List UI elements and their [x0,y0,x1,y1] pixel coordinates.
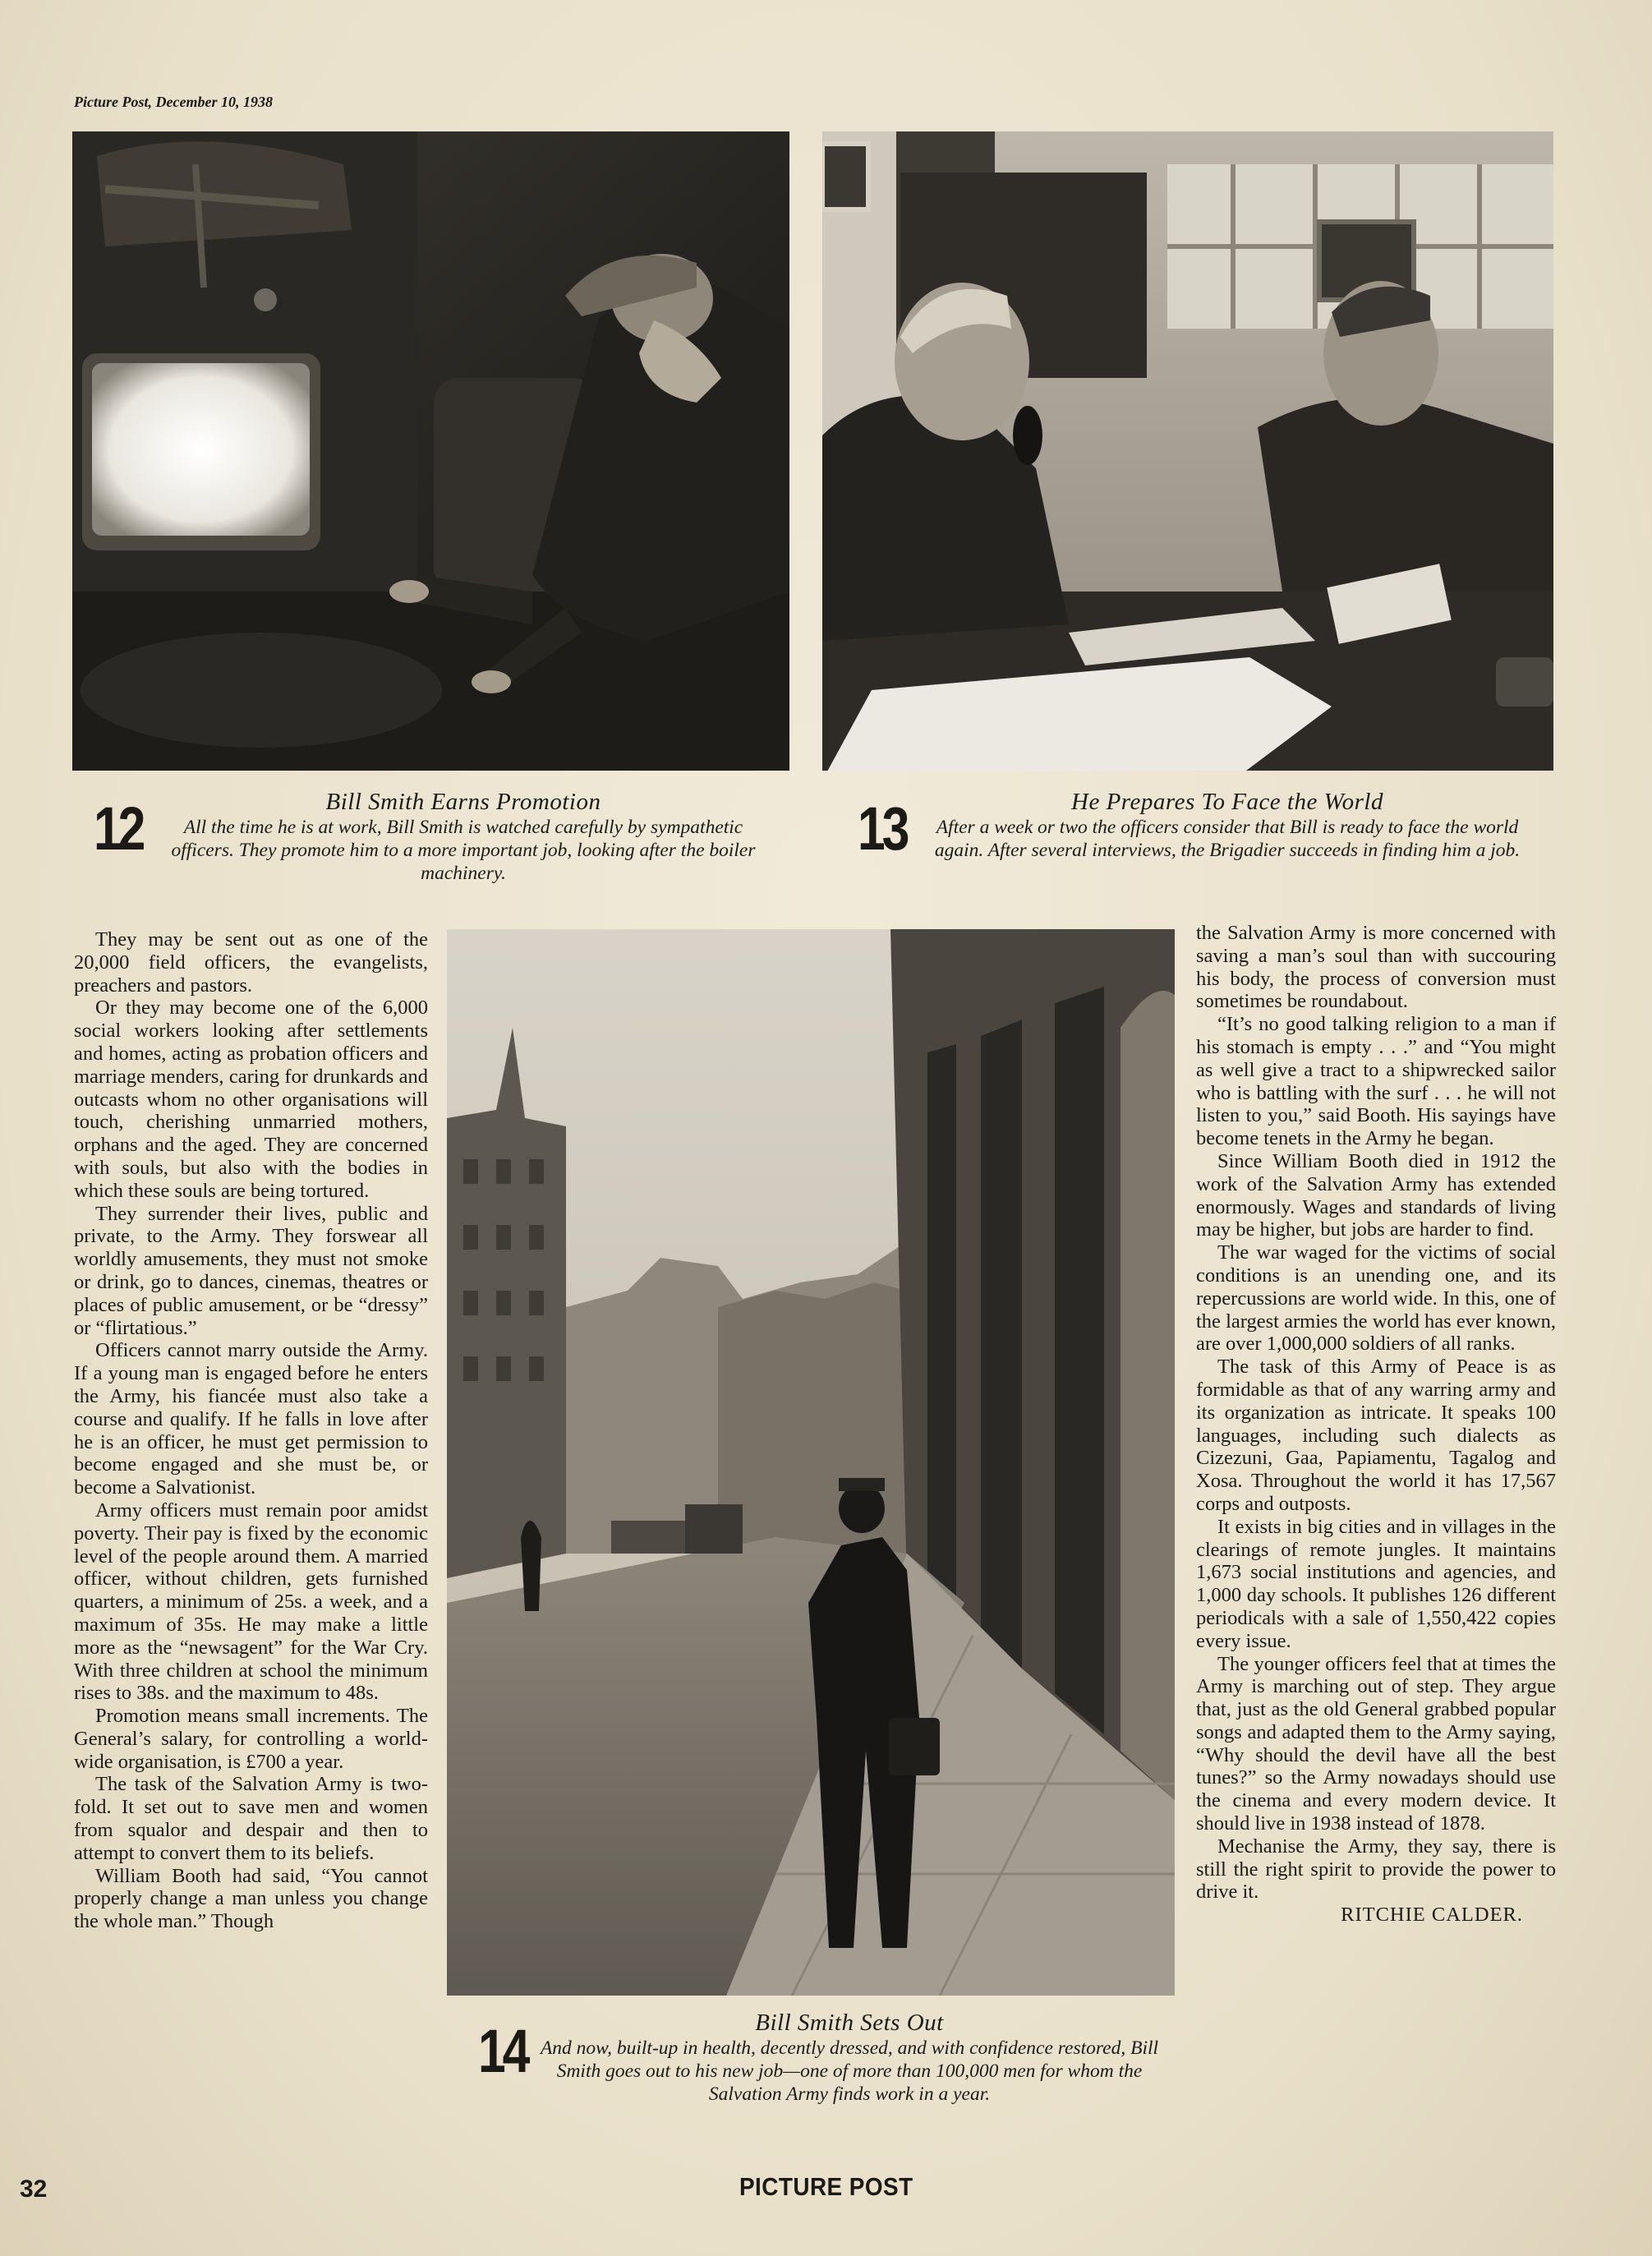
article-paragraph: “It’s no good talking religion to a man if his stomach is empty . . .” and “You might as well give a tract to a shipwrecked sailor who is battling with the surf . . . he will not listen to you,” said Booth. His sayings have become tenets in the Army he began. [1196,1013,1556,1150]
article-paragraph: the Salvation Army is more concerned with saving a man’s soul than with succouring his body, the process of conversion must sometimes be roundabout. [1196,922,1556,1013]
article-paragraph: Promotion means small increments. The General’s salary, for controlling a world-wide organisation, is £700 a year. [74,1705,428,1773]
article-paragraph: William Booth had said, “You cannot properly change a man unless you change the whole man.” Though [74,1864,428,1933]
photo-boiler-room-image [72,131,789,771]
article-right-column [1196,922,1556,1927]
photo-office-interview [822,131,1553,771]
dateline: Picture Post, December 10, 1938 [74,94,273,110]
masthead: PICTURE POST [739,2172,913,2201]
photo-street-walk-image [447,929,1175,1996]
caption-text: And now, built-up in health, decently dressed, and with confidence restored, Bill Smith goes out to his new job—one of more than 100,000 men for whom the Salvation Army finds work in a year. [540,2037,1159,2105]
caption-title: He Prepares To Face the World [1071,789,1383,815]
article-paragraph: Army officers must remain poor amidst poverty. Their pay is fixed by the economic level of the people around them. A married officer, without children, gets furnished quarters, a minimum of 25s. a week, and a maximum of 35s. He may make a little more as the “newsagent” for the War Cry. With three children at school the minimum rises to 38s. and the maximum to 48s. [74,1499,428,1705]
author-signature: RITCHIE CALDER. [1341,1904,1523,1927]
article-left-column [74,928,428,1933]
photo-office-interview-image [822,131,1553,771]
article-paragraph: Or they may become one of the 6,000 social workers looking after settlements and homes, acting as probation officers and marriage menders, caring for drunkards and outcasts whom no other organisations will touch, cherishing unmarried mothers, orphans and the aged. They are concerned with souls, but also with the bodies in which these souls are being tortured. [74,997,428,1202]
article-paragraph: Officers cannot marry outside the Army. If a young man is engaged before he enters the Army, his fiancée must also take a course and qualify. If he falls in love after he is an officer, he must get permission to become engaged and she must be, or become a Salvationist. [74,1339,428,1499]
caption-text: After a week or two the officers consider that Bill is ready to face the world again. After several interviews, the Brigadier succeeds in finding him a job. [934,817,1521,861]
article-paragraph: The war waged for the victims of social conditions is an unending one, and its repercussions are world wide. In this, one of the largest armies the world has ever known, are over 1,000,000 soldiers of all ranks. [1196,1241,1556,1356]
caption-12 [90,789,789,885]
article-paragraph: They may be sent out as one of the 20,000 field officers, the evangelists, preachers and pastors. [74,928,428,997]
article-paragraph: The younger officers feel that at times the Army is marching out of step. They argue that, just as the old General grabbed popular songs and adapted them to the Army saying, “Why should the devil have all the best tunes?” so the Army nowadays should use the cinema and every modern device. It should live in 1938 instead of 1878. [1196,1652,1556,1835]
article-paragraph: It exists in big cities and in villages in the clearings of remote jungles. It maintains 1,673 social institutions and agencies, and 1,000 day schools. It publishes 126 different periodicals with a sale of 1,550,422 copies every issue. [1196,1515,1556,1652]
caption-14 [476,2010,1175,2106]
caption-number: 14 [478,2017,527,2085]
article-paragraph: Since William Booth died in 1912 the work of the Salvation Army has extended enormously. Wages and standards of living may be higher, but jobs are harder to find. [1196,1149,1556,1241]
article-paragraph: They surrender their lives, public and private, to the Army. They forswear all worldly amusements, they must not smoke or drink, go to dances, cinemas, theatres or places of public amusement, or be “dressy” or “flirtatious.” [74,1202,428,1339]
caption-number: 12 [94,794,143,863]
caption-title: Bill Smith Sets Out [755,2010,944,2036]
photo-boiler-room [72,131,789,771]
caption-text: All the time he is at work, Bill Smith is watched carefully by sympathetic officers. They promote him to a more important job, looking after the boiler machinery. [171,817,756,884]
photo-street-walk [447,929,1175,1996]
caption-13 [854,789,1553,862]
article-paragraph: The task of this Army of Peace is as formidable as that of any warring army and its organization as intricate. It speaks 100 languages, including such dialects as Cizezuni, Gaa, Papiamentu, Tagalog and Xosa. Throughout the world it has 17,567 corps and outposts. [1196,1356,1556,1515]
article-paragraph: Mechanise the Army, they say, there is still the right spirit to provide the power to drive it. [1196,1835,1556,1904]
caption-number: 13 [858,794,907,863]
page-number: 32 [20,2175,48,2203]
caption-title: Bill Smith Earns Promotion [325,789,601,815]
article-paragraph: The task of the Salvation Army is two-fold. It set out to save men and women from squalor and despair and then to attempt to convert them to its beliefs. [74,1773,428,1864]
